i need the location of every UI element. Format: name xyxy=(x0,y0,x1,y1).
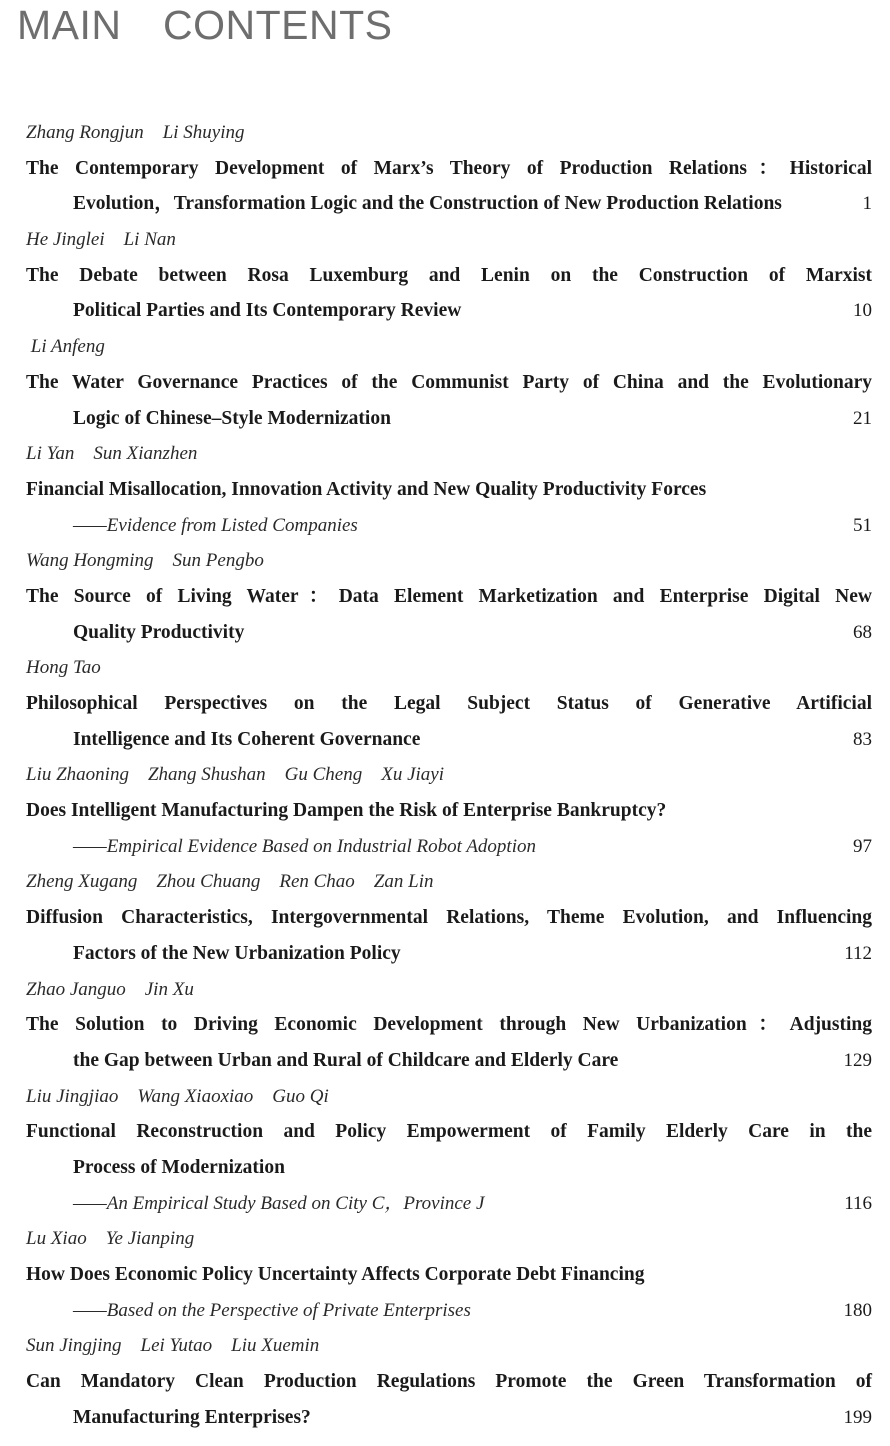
toc-entry xyxy=(26,650,872,757)
table-of-contents xyxy=(26,115,872,1435)
page-number: 180 xyxy=(838,1293,873,1329)
entry-subtitle: ——An Empirical Study Based on City C，Province J xyxy=(73,1192,485,1214)
entry-subtitle: ——Evidence from Listed Companies xyxy=(73,514,358,536)
toc-entry xyxy=(26,1328,872,1435)
entry-title-line: Intelligence and Its Coherent Governance xyxy=(73,728,421,750)
toc-entry xyxy=(26,436,872,543)
entry-authors: Zhang Rongjun Li Shuying xyxy=(26,122,245,143)
entry-subtitle: ——Empirical Evidence Based on Industrial Robot Adoption xyxy=(73,835,536,857)
entry-title-block xyxy=(26,1007,872,1078)
entry-title-line: The Debate between Rosa Luxemburg and Lenin on the Construction of Marxist xyxy=(26,264,872,286)
toc-entry xyxy=(26,864,872,971)
entry-title-line: the Gap between Urban and Rural of Childcare and Elderly Care xyxy=(73,1049,619,1071)
entry-title-block xyxy=(26,793,872,864)
entry-title-line: Philosophical Perspectives on the Legal Subject Status of Generative Artificial xyxy=(26,693,872,714)
page-number: 199 xyxy=(838,1400,873,1436)
page-number: 97 xyxy=(847,829,872,865)
entry-title-line: Financial Misallocation, Innovation Activity and New Quality Productivity Forces xyxy=(26,478,707,500)
toc-entry xyxy=(26,115,872,222)
toc-entry xyxy=(26,972,872,1079)
entry-authors: Sun Jingjing Lei Yutao Liu Xuemin xyxy=(26,1335,320,1357)
toc-entry xyxy=(26,543,872,650)
entry-title-line: Logic of Chinese–Style Modernization xyxy=(73,407,391,429)
page-number: 21 xyxy=(847,401,872,437)
entry-title-line: The Water Governance Practices of the Communist Party of China and the Evolutionary xyxy=(26,371,872,393)
toc-entry xyxy=(26,1221,872,1328)
page-number: 112 xyxy=(838,936,872,972)
entry-authors: Lu Xiao Ye Jianping xyxy=(26,1228,195,1250)
page-number: 10 xyxy=(847,293,872,329)
entry-authors: Hong Tao xyxy=(26,657,101,679)
entry-authors: Liu Zhaoning Zhang Shushan Gu Cheng Xu Jiayi xyxy=(26,764,445,786)
entry-title-block xyxy=(26,1364,872,1435)
entry-authors: Liu Jingjiao Wang Xiaoxiao Guo Qi xyxy=(26,1085,329,1107)
entry-title-line: Process of Modernization xyxy=(73,1156,285,1178)
page-number: 129 xyxy=(838,1043,873,1079)
page-title: MAIN CONTENTS xyxy=(17,2,393,48)
entry-title-line: Functional Reconstruction and Policy Empowerment of Family Elderly Care in the xyxy=(26,1121,872,1143)
entry-title-line: Evolution，Transformation Logic and the Construction of New Production Relations xyxy=(73,193,782,215)
toc-entry xyxy=(26,1079,872,1222)
page-number: 116 xyxy=(838,1186,872,1222)
entry-title-line: Can Mandatory Clean Production Regulations Promote the Green Transformation of xyxy=(26,1371,872,1393)
entry-authors: Li Anfeng xyxy=(26,336,105,358)
entry-title-line: Does Intelligent Manufacturing Dampen the Risk of Enterprise Bankruptcy? xyxy=(26,800,667,822)
entry-authors: Li Yan Sun Xianzhen xyxy=(26,443,198,465)
entry-title-block xyxy=(26,472,872,543)
entry-authors: Zheng Xugang Zhou Chuang Ren Chao Zan Lin xyxy=(26,871,434,893)
entry-title-block xyxy=(26,151,872,222)
entry-title-block xyxy=(26,900,872,971)
page-number: 83 xyxy=(847,722,872,758)
toc-entry xyxy=(26,757,872,864)
page-number: 1 xyxy=(857,186,873,222)
entry-title-line: The Source of Living Water：Data Element Marketization and Enterprise Digital New xyxy=(26,585,872,607)
entry-title-block xyxy=(26,365,872,436)
entry-title-block xyxy=(26,1114,872,1221)
entry-title-block xyxy=(26,258,872,329)
entry-title-block xyxy=(26,686,872,757)
entry-title-line: Diffusion Characteristics, Intergovernmental Relations, Theme Evolution, and Influencing xyxy=(26,907,872,929)
entry-title-line: Political Parties and Its Contemporary Review xyxy=(73,300,462,322)
toc-entry xyxy=(26,222,872,329)
entry-authors: Wang Hongming Sun Pengbo xyxy=(26,550,264,572)
entry-subtitle: ——Based on the Perspective of Private Enterprises xyxy=(73,1299,471,1321)
entry-authors: He Jinglei Li Nan xyxy=(26,229,176,251)
entry-title-line: The Contemporary Development of Marx’s Theory of Production Relations：Historical xyxy=(26,157,872,179)
entry-title-line: The Solution to Driving Economic Development through New Urbanization：Adjusting xyxy=(26,1014,872,1036)
toc-entry xyxy=(26,329,872,436)
entry-title-line: How Does Economic Policy Uncertainty Affects Corporate Debt Financing xyxy=(26,1264,645,1285)
page-number: 51 xyxy=(847,508,872,544)
entry-title-line: Quality Productivity xyxy=(73,621,245,643)
entry-authors: Zhao Janguo Jin Xu xyxy=(26,978,194,1000)
page-number: 68 xyxy=(847,615,872,651)
entry-title-block xyxy=(26,1257,872,1328)
entry-title-line: Manufacturing Enterprises? xyxy=(73,1406,311,1428)
entry-title-line: Factors of the New Urbanization Policy xyxy=(73,942,401,964)
entry-title-block xyxy=(26,579,872,650)
